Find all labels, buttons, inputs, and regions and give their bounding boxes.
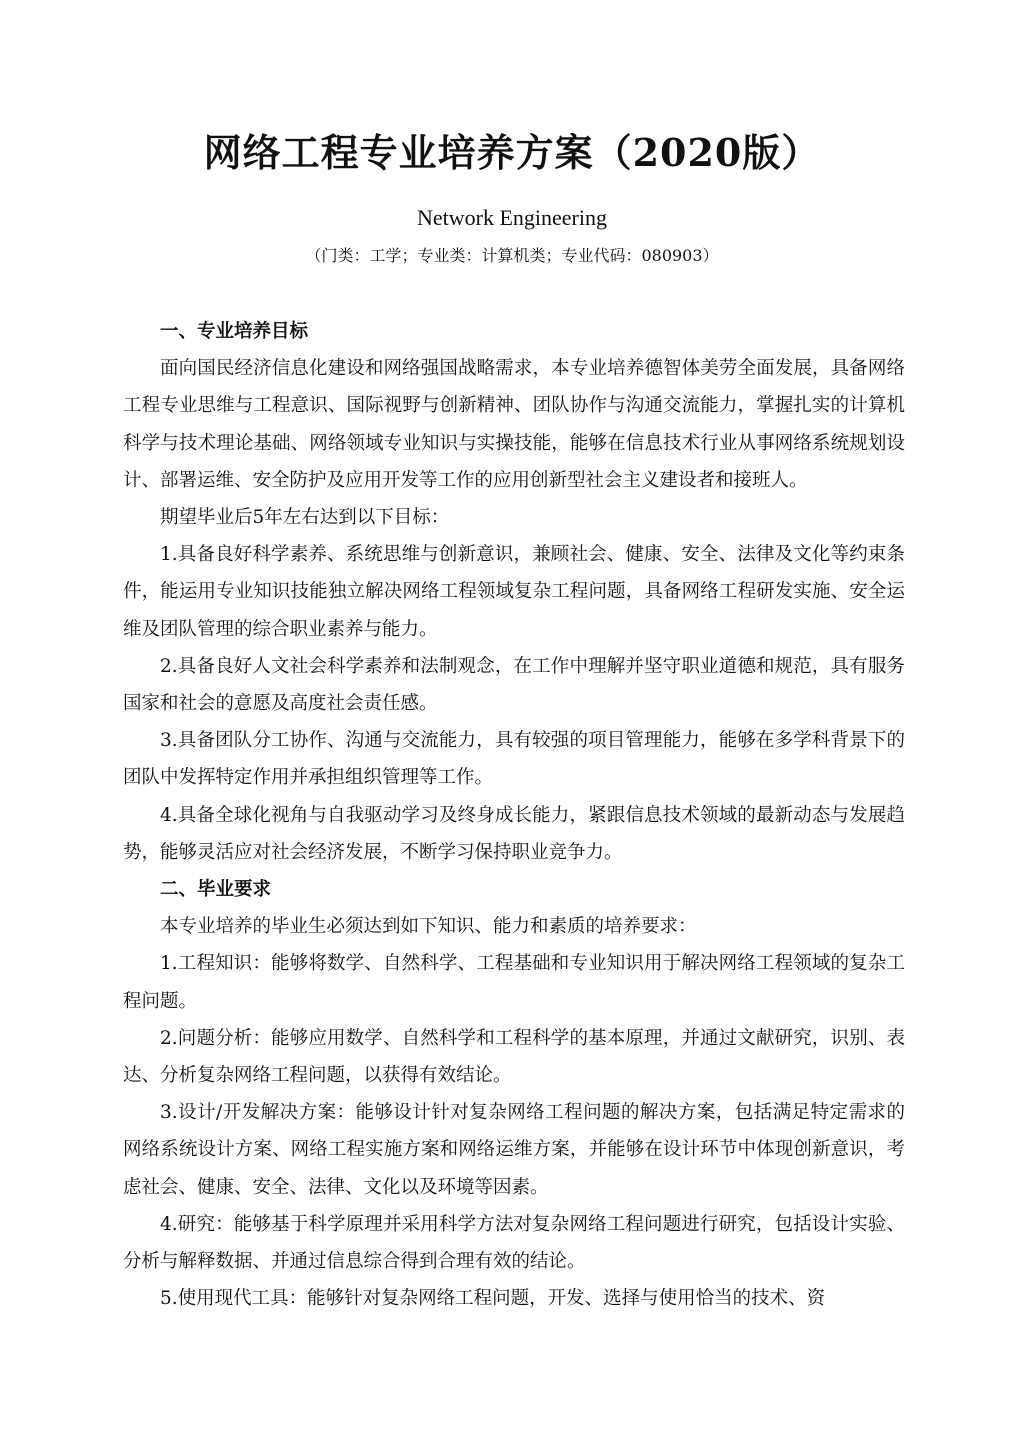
- section-heading-graduation-requirements: 二、毕业要求: [160, 879, 272, 901]
- requirement-item: 3.设计/开发解决方案：能够设计针对复杂网络工程问题的解决方案，包括满足特定需求的网络系统设计方案、网络工程实施方案和网络运维方案，并能够在设计环节中体现创新意识，考虑社会、健康、安全、法律、文化以及环境等因素。: [123, 1102, 905, 1198]
- requirement-item: 1.工程知识：能够将数学、自然科学、工程基础和专业知识用于解决网络工程领域的复杂工程问题。: [123, 953, 905, 1012]
- goal-item: 4.具备全球化视角与自我驱动学习及终身成长能力，紧跟信息技术领域的最新动态与发展趋势，能够灵活应对社会经济发展，不断学习保持职业竞争力。: [123, 804, 905, 863]
- goal-item: 2.具备良好人文社会科学素养和法制观念，在工作中理解并坚守职业道德和规范，具有服务国家和社会的意愿及高度社会责任感。: [123, 655, 905, 715]
- goal-item: 3.具备团队分工协作、沟通与交流能力，具有较强的项目管理能力，能够在多学科背景下的团队中发挥特定作用并承担组织管理等工作。: [123, 730, 905, 789]
- major-classification: （门类：工学；专业类：计算机类；专业代码：080903）: [305, 246, 719, 265]
- goal-item: 1.具备良好科学素养、系统思维与创新意识，兼顾社会、健康、安全、法律及文化等约束条件，能运用专业知识技能独立解决网络工程领域复杂工程问题，具备网络工程研发实施、安全运维及团队管理的综合职业素养与能力。: [123, 544, 905, 640]
- requirement-item: 2.问题分析：能够应用数学、自然科学和工程科学的基本原理，并通过文献研究，识别、表达、分析复杂网络工程问题，以获得有效结论。: [123, 1027, 905, 1087]
- section-heading-training-objectives: 一、专业培养目标: [160, 321, 309, 342]
- paragraph-goals-lead: 期望毕业后5年左右达到以下目标：: [160, 507, 450, 529]
- requirement-item: 5.使用现代工具：能够针对复杂网络工程问题，开发、选择与使用恰当的技术、资: [160, 1288, 826, 1310]
- paragraph-objective-intro: 面向国民经济信息化建设和网络强国战略需求，本专业培养德智体美劳全面发展，具备网络工程专业思维与工程意识、国际视野与创新精神、团队协作与沟通交流能力，掌握扎实的计算机科学与技术理论基础、网络领域专业知识与实操技能，能够在信息技术行业从事网络系统规划设计、部署运维、安全防护及应用开发等工作的应用创新型社会主义建设者和接班人。: [123, 358, 905, 491]
- document-title: 网络工程专业培养方案（2020版）: [203, 130, 821, 175]
- document-subtitle: Network Engineering: [417, 205, 607, 230]
- document-body: [123, 313, 905, 1317]
- requirement-item: 4.研究：能够基于科学原理并采用科学方法对复杂网络工程问题进行研究，包括设计实验、分析与解释数据、并通过信息综合得到合理有效的结论。: [123, 1213, 905, 1273]
- paragraph-requirements-intro: 本专业培养的毕业生必须达到如下知识、能力和素质的培养要求：: [160, 916, 697, 938]
